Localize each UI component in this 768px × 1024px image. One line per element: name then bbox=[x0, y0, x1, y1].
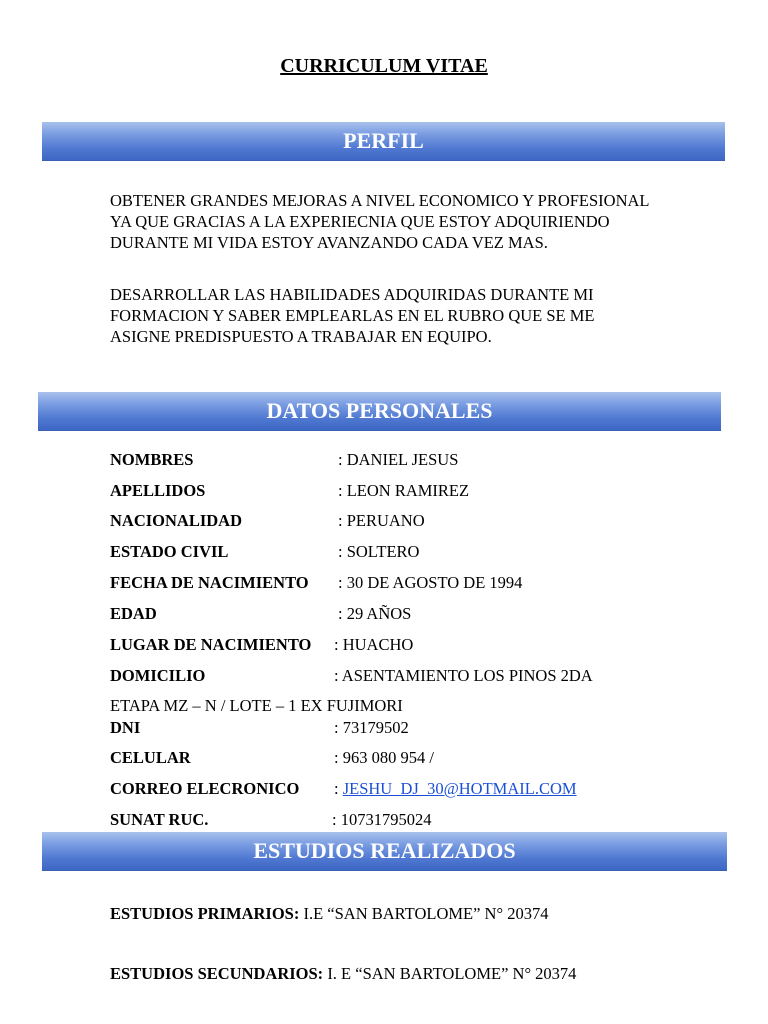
field-value: : ASENTAMIENTO LOS PINOS 2DA bbox=[334, 666, 593, 685]
section-header-estudios: ESTUDIOS REALIZADOS bbox=[42, 832, 727, 871]
field-label: CELULAR bbox=[110, 748, 191, 767]
field-label: CORREO ELECRONICO bbox=[110, 779, 300, 798]
field-label: EDAD bbox=[110, 604, 157, 623]
field-value: : 29 AÑOS bbox=[338, 604, 412, 623]
field-label: NACIONALIDAD bbox=[110, 511, 243, 530]
field-label: FECHA DE NACIMIENTO bbox=[110, 573, 309, 592]
field-value bbox=[334, 778, 577, 799]
email-link[interactable]: JESHU_DJ_30@HOTMAIL.COM bbox=[342, 779, 577, 798]
field-value: : HUACHO bbox=[334, 635, 414, 654]
field-value: : 73179502 bbox=[334, 718, 409, 737]
field-label: ESTADO CIVIL bbox=[110, 542, 229, 561]
perfil-paragraph-2: DESARROLLAR LAS HABILIDADES ADQUIRIDAS DURANTE MI FORMACION Y SABER EMPLEARLAS EN EL RUBRO QUE SE ME ASIGNE PREDISPUESTO A TRABAJAR EN EQUIPO. bbox=[110, 285, 595, 346]
field-estudios-secundarios bbox=[110, 963, 576, 984]
field-label: ESTUDIOS SECUNDARIOS: bbox=[110, 964, 324, 983]
field-value: : SOLTERO bbox=[338, 542, 420, 561]
field-value: : PERUANO bbox=[338, 511, 425, 530]
field-estudios-primarios bbox=[110, 903, 548, 924]
field-label: SUNAT RUC. bbox=[110, 810, 209, 829]
field-domicilio-continued: ETAPA MZ – N / LOTE – 1 EX FUJIMORI bbox=[110, 696, 403, 715]
field-value: : 30 DE AGOSTO DE 1994 bbox=[338, 573, 523, 592]
field-label: APELLIDOS bbox=[110, 481, 206, 500]
section-header-perfil: PERFIL bbox=[42, 122, 725, 161]
field-label: LUGAR DE NACIMIENTO bbox=[110, 635, 312, 654]
field-value: : 963 080 954 / bbox=[334, 748, 434, 767]
field-label: DNI bbox=[110, 718, 141, 737]
field-value: : 10731795024 bbox=[332, 810, 432, 829]
field-label: DOMICILIO bbox=[110, 666, 206, 685]
section-header-datos-personales: DATOS PERSONALES bbox=[38, 392, 721, 431]
field-label: ESTUDIOS PRIMARIOS: bbox=[110, 904, 300, 923]
perfil-paragraph-1: OBTENER GRANDES MEJORAS A NIVEL ECONOMICO Y PROFESIONAL YA QUE GRACIAS A LA EXPERIECNIA QUE ESTOY ADQUIRIENDO DURANTE MI VIDA ESTOY AVANZANDO CADA VEZ MAS. bbox=[110, 191, 649, 252]
document-title: CURRICULUM VITAE bbox=[280, 55, 488, 77]
field-value: I. E “SAN BARTOLOME” N° 20374 bbox=[323, 964, 577, 983]
correo-prefix: : bbox=[334, 779, 343, 798]
field-value: : LEON RAMIREZ bbox=[338, 481, 470, 500]
field-value: : DANIEL JESUS bbox=[338, 450, 459, 469]
field-value: I.E “SAN BARTOLOME” N° 20374 bbox=[299, 904, 549, 923]
field-label: NOMBRES bbox=[110, 450, 194, 469]
